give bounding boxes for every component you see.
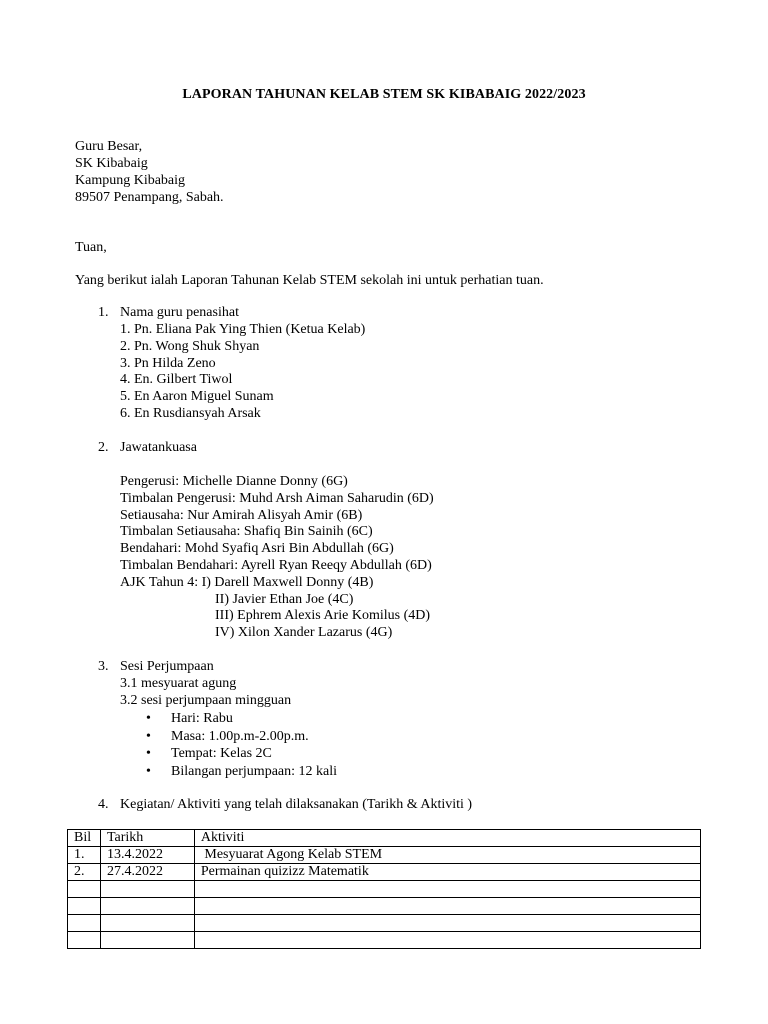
committee-list xyxy=(120,474,434,642)
meeting-list xyxy=(120,676,291,710)
section-number: 3. xyxy=(98,659,109,674)
bullet-text: Bilangan perjumpaan: 12 kali xyxy=(171,764,338,780)
table-row xyxy=(68,915,701,932)
table-header-row xyxy=(68,830,701,847)
address-line: 89507 Penampang, Sabah. xyxy=(75,190,224,205)
list-item: Setiausaha: Nur Amirah Alisyah Amir (6B) xyxy=(120,507,363,523)
list-item: Timbalan Pengerusi: Muhd Arsh Aiman Saharudin (6D) xyxy=(120,490,434,506)
address-line: Guru Besar, xyxy=(75,139,143,154)
table-cell: Mesyuarat Agong Kelab STEM xyxy=(194,847,700,864)
list-item: 3.2 sesi perjumpaan mingguan xyxy=(120,692,292,708)
table-row xyxy=(68,898,701,915)
address-line: SK Kibabaig xyxy=(75,156,148,171)
table-cell: 1. xyxy=(68,847,101,864)
ajk-label: AJK Tahun 4: xyxy=(120,574,199,590)
section-number: 1. xyxy=(98,305,109,320)
bullet-text: Masa: 1.00p.m-2.00p.m. xyxy=(171,728,309,744)
recipient-address xyxy=(75,138,224,206)
ajk-member: III) Ephrem Alexis Arie Komilus (4D) xyxy=(215,608,431,624)
bullet-icon: • xyxy=(146,728,151,744)
table-row xyxy=(68,847,701,864)
list-item: Pengerusi: Michelle Dianne Donny (6G) xyxy=(120,474,348,489)
section-heading: Nama guru penasihat xyxy=(120,305,239,320)
list-item: Timbalan Setiausaha: Shafiq Bin Sainih (6C) xyxy=(120,524,373,540)
bullet-icon: • xyxy=(146,764,151,780)
ajk-member: II) Javier Ethan Joe (4C) xyxy=(215,591,354,607)
meeting-details xyxy=(146,710,337,781)
table-cell xyxy=(194,898,700,915)
list-item: 3.1 mesyuarat agung xyxy=(120,676,237,691)
bullet-text: Hari: Rabu xyxy=(171,711,233,726)
column-header-tarikh: Tarikh xyxy=(100,830,194,847)
table-cell xyxy=(68,932,101,949)
address-line: Kampung Kibabaig xyxy=(75,173,186,188)
section-number: 4. xyxy=(98,797,109,812)
list-item: Bendahari: Mohd Syafiq Asri Bin Abdullah (6G) xyxy=(120,541,394,557)
table-row xyxy=(68,881,701,898)
list-item: 1. Pn. Eliana Pak Ying Thien (Ketua Kelab) xyxy=(120,322,366,337)
table-row xyxy=(68,864,701,881)
document-title: LAPORAN TAHUNAN KELAB STEM SK KIBABAIG 2022/2023 xyxy=(182,87,586,102)
table-cell: 27.4.2022 xyxy=(100,864,194,881)
list-item: 2. Pn. Wong Shuk Shyan xyxy=(120,338,260,354)
section-heading: Jawatankuasa xyxy=(120,440,197,455)
list-item: 5. En Aaron Miguel Sunam xyxy=(120,389,274,405)
ajk-member: IV) Xilon Xander Lazarus (4G) xyxy=(215,625,393,641)
ajk-member: I) Darell Maxwell Donny (4B) xyxy=(201,574,374,590)
table-cell xyxy=(68,881,101,898)
advisor-list xyxy=(120,322,365,423)
bullet-icon: • xyxy=(146,746,151,762)
salutation: Tuan, xyxy=(75,240,107,255)
table-row xyxy=(68,932,701,949)
section-heading: Kegiatan/ Aktiviti yang telah dilaksanakan (Tarikh & Aktiviti ) xyxy=(120,797,473,812)
table-cell xyxy=(68,915,101,932)
table-cell xyxy=(194,881,700,898)
table-cell xyxy=(100,898,194,915)
bullet-item xyxy=(146,745,337,763)
list-item: 4. En. Gilbert Tiwol xyxy=(120,372,233,388)
list-item xyxy=(120,575,434,592)
table-cell xyxy=(100,881,194,898)
table-cell xyxy=(100,932,194,949)
column-header-aktiviti: Aktiviti xyxy=(194,830,700,847)
table-cell: Permainan quizizz Matematik xyxy=(194,864,700,881)
bullet-item xyxy=(146,763,337,781)
table-cell xyxy=(68,898,101,915)
table-cell xyxy=(194,915,700,932)
table-cell xyxy=(100,915,194,932)
table-cell: 13.4.2022 xyxy=(100,847,194,864)
intro-paragraph: Yang berikut ialah Laporan Tahunan Kelab STEM sekolah ini untuk perhatian tuan. xyxy=(75,273,544,288)
section-number: 2. xyxy=(98,440,109,455)
section-heading: Sesi Perjumpaan xyxy=(120,659,214,674)
column-header-bil: Bil xyxy=(68,830,101,847)
activities-table xyxy=(67,829,701,949)
list-item: Timbalan Bendahari: Ayrell Ryan Reeqy Abdullah (6D) xyxy=(120,557,432,573)
table-cell xyxy=(194,932,700,949)
bullet-item xyxy=(146,710,337,728)
table-cell: 2. xyxy=(68,864,101,881)
bullet-text: Tempat: Kelas 2C xyxy=(171,746,272,762)
bullet-icon: • xyxy=(146,711,151,726)
list-item: 6. En Rusdiansyah Arsak xyxy=(120,405,261,421)
bullet-item xyxy=(146,728,337,746)
list-item: 3. Pn Hilda Zeno xyxy=(120,355,216,371)
